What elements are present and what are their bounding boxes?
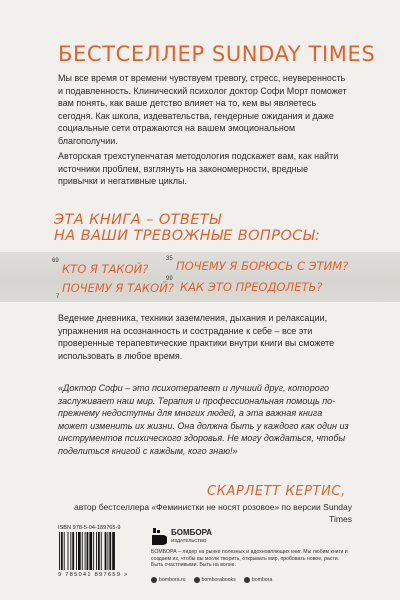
social-label: bombora.ru [159, 577, 186, 583]
facebook-icon [194, 577, 200, 583]
globe-icon [151, 577, 157, 583]
social-item[interactable] [151, 577, 186, 583]
handwritten-banner [54, 212, 354, 244]
banner-line-1: ЭТА КНИГА – ОТВЕТЫ [54, 212, 222, 228]
description-paragraph-1: Мы все время от времени чувствуем тревогу, стресс, неуверенность и подавленность. Клинический психолог доктор Софи Морт поможет вам понять, как ваше детство влияет на то, кем вы являетесь сегодня. Как школа, издевательства, гендерные ожидания и даже социальные сети отражаются на вашем эмоциональном благополучии. [58, 73, 347, 146]
question-2: ПОЧЕМУ Я БОРЮСЬ С ЭТИМ? [176, 259, 349, 273]
question-page-number: 7 [56, 294, 60, 300]
quote-signature: СКАРЛЕТТ КЕРТИС, [207, 484, 346, 499]
social-label: bomborabooks [201, 577, 236, 583]
barcode-image [58, 532, 136, 572]
publisher-name: БОМБОРА [171, 528, 213, 537]
social-item[interactable] [244, 577, 272, 583]
publisher-subtitle: ИЗДАТЕЛЬСТВО [171, 538, 207, 543]
social-label: bombora [251, 577, 273, 583]
isbn-text: ISBN 978-5-04-189765-9 [58, 525, 121, 531]
barcode-number: 9 785041 897659 > [58, 572, 129, 578]
bombora-logo-icon [151, 528, 167, 546]
question-page-number: 35 [166, 256, 173, 262]
question-page-number: 99 [166, 276, 173, 282]
social-item[interactable] [194, 577, 236, 583]
headline: БЕСТСЕЛЛЕР SUNDAY TIMES [58, 42, 376, 66]
question-4: КАК ЭТО ПРЕОДОЛЕТЬ? [180, 280, 323, 294]
description-paragraph-3: Ведение дневника, техники заземления, дыхания и релаксации, упражнения на осознанность и сострадание к себе – все эти проверенные терапевтические практики внутри книги вы сможете использовать в любое время. [58, 313, 335, 361]
review-quote: «Доктор Софи – это психотерапевт и лучший друг, которого заслуживает наш мир. Терапия и профессиональная помощь по-прежнему недоступны для многих людей, а эта важная книга может изменить их жизни. Она должна быть у каждого как один из инструментов психического здоровья. Не могу дождаться, чтобы поделиться книгой с каждым, кого знаю!» [58, 383, 349, 456]
publisher-logo [151, 528, 213, 551]
banner-line-2: НА ВАШИ ТРЕВОЖНЫЕ ВОПРОСЫ: [54, 228, 321, 244]
question-3: ПОЧЕМУ Я ТАКОЙ? [62, 281, 174, 295]
publisher-about: БОМБОРА – лидер на рынке полезных и вдохновляющих книг. Мы любим книги и создаем их, чтобы вы могли творить, открывать мир, пробовать новое, расти. Быть счастливыми. Быть на волне. [151, 549, 348, 569]
question-page-number: 69 [52, 258, 59, 264]
isbn-block [58, 525, 138, 578]
instagram-icon [244, 577, 250, 583]
question-1: КТО Я ТАКОЙ? [62, 262, 149, 276]
signature-caption: автор бестселлера «Феминистки не носят розовое» по версии Sunday Times [74, 502, 352, 524]
publisher-socials [151, 577, 272, 583]
description-paragraph-2: Авторская трехступенчатая методология подскажет вам, как найти источники проблем, взглянуть на закономерности, вредные привычки и негативные циклы. [58, 151, 339, 187]
